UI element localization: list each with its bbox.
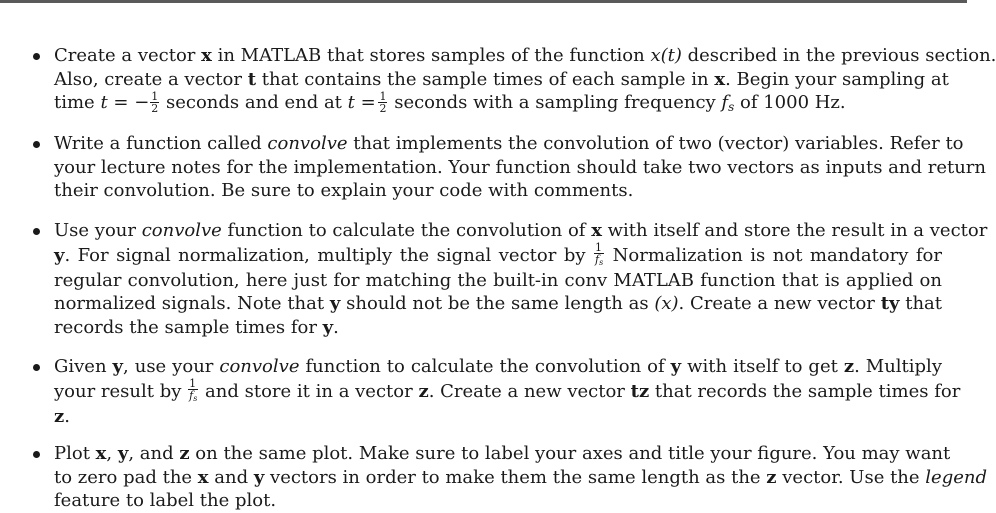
text-line: Use your convolve function to calculate the convolution of x with itself and store the result in a vector <box>54 220 988 241</box>
text-line: Given y, use your convolve function to calculate the convolution of y with itself to get z. Multiply <box>54 356 942 377</box>
fraction-half: $\frac{1}{2}$ <box>379 89 387 115</box>
math-x: (x) <box>654 293 679 314</box>
bullet-dot <box>33 451 40 458</box>
fraction-one-over-fs: $\frac{1}{f_s}$ <box>189 376 198 403</box>
vector-z: z <box>418 380 429 402</box>
text-line: y. For signal normalization, multiply the signal vector by $\frac{1}{f_s}$ Normalization is not mandatory for <box>54 240 942 267</box>
vector-y: y <box>322 316 334 338</box>
function-name-convolve: convolve <box>267 133 348 154</box>
vector-z: z <box>843 356 855 377</box>
text-line: time t = − $\frac{1}{2}$ seconds and end at t = $\frac{1}{2}$ seconds with a sampling frequency $f_s$ of 1000 Hz. <box>54 89 846 115</box>
bullet-dot <box>33 53 40 60</box>
vector-x: x <box>201 45 212 66</box>
math-t-start: t = − <box>100 92 150 113</box>
text-line: z. <box>54 405 70 427</box>
vector-y: y <box>117 443 129 464</box>
text-line: normalized signals. Note that y should not be the same length as (x). Create a new vector ty that <box>54 293 943 314</box>
text-line: Also, create a vector t that contains the sample times of each sample in x. Begin your sampling at <box>54 68 949 90</box>
list-item <box>54 442 987 513</box>
legend-term: legend <box>925 466 987 488</box>
text-line: their convolution. Be sure to explain your code with comments. <box>54 180 634 201</box>
text-line: Create a vector x in MATLAB that stores samples of the function x(t) described in the previous section. <box>54 45 996 66</box>
math-fs: f <box>721 92 729 113</box>
text-line: feature to label the plot. <box>54 490 277 511</box>
fraction-one-over-fs: $\frac{1}{f_s}$ <box>595 240 604 267</box>
vector-z: z <box>54 405 65 427</box>
text-line: records the sample times for y. <box>54 316 339 338</box>
list-item <box>54 219 988 339</box>
bullet-dot <box>33 228 40 235</box>
function-name-convolve: convolve <box>219 356 300 377</box>
vector-y: y <box>329 293 341 314</box>
vector-y: y <box>670 356 682 377</box>
text-line: Write a function called convolve that implements the convolution of two (vector) variables. Refer to <box>54 133 964 154</box>
vector-y: y <box>253 466 265 488</box>
list-item <box>54 44 996 120</box>
text-line: Plot x, y, and z on the same plot. Make sure to label your axes and title your figure. You may want <box>54 443 951 464</box>
math-t-end: t = <box>347 92 376 113</box>
vector-tz: tz <box>630 380 650 402</box>
vector-x: x <box>714 68 726 90</box>
vector-y: y <box>112 356 124 377</box>
bullet-dot <box>33 141 40 148</box>
text-line: your lecture notes for the implementation. Your function should take two vectors as inputs and return <box>54 156 987 178</box>
list-item <box>54 355 961 428</box>
vector-x: x <box>197 466 209 488</box>
vector-ty: ty <box>880 293 900 314</box>
list-item <box>54 132 987 203</box>
vector-x: x <box>591 220 602 241</box>
vector-t: t <box>247 68 257 90</box>
text-line: to zero pad the x and y vectors in order to make them the same length as the z vector. Use the legend <box>54 466 987 488</box>
text-line: regular convolution, here just for matching the built-in conv MATLAB function that is applied on <box>54 269 942 291</box>
vector-y: y <box>54 244 65 266</box>
vector-x: x <box>95 443 107 464</box>
math-xt: x(t) <box>650 45 682 66</box>
function-name-convolve: convolve <box>141 220 222 241</box>
text-line: your result by $\frac{1}{f_s}$ and store it in a vector z. Create a new vector tz that records the sample times for <box>54 376 961 403</box>
top-rule <box>0 0 967 3</box>
fraction-half: $\frac{1}{2}$ <box>151 89 159 115</box>
bullet-dot <box>33 364 40 371</box>
vector-z: z <box>179 443 190 464</box>
vector-z: z <box>766 466 777 488</box>
